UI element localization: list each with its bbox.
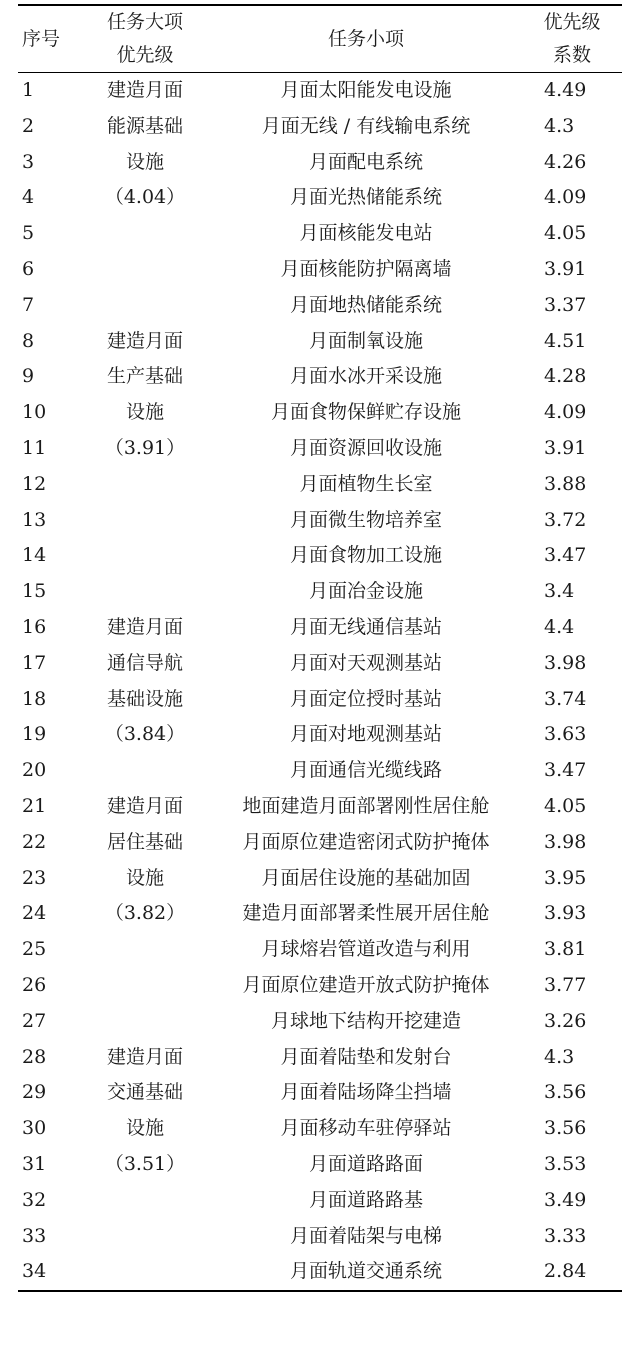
row-task: 月面水冰开采设施: [289, 365, 442, 388]
row-priority: 3.95: [544, 866, 587, 889]
row-priority: 3.91: [544, 436, 587, 459]
table-row: [18, 73, 622, 109]
header-category: [80, 6, 210, 73]
priority-table: [18, 6, 622, 1290]
row-number: 7: [22, 293, 35, 316]
row-priority: 3.93: [544, 902, 587, 925]
table-row: [18, 288, 622, 324]
table-row: [18, 252, 622, 288]
row-task: 月面配电系统: [308, 150, 423, 173]
priority-table-container: [18, 0, 622, 1292]
table-row: [18, 682, 622, 718]
table-row: [18, 861, 622, 897]
row-task: 月球地下结构开挖建造: [270, 1009, 461, 1032]
table-row: [18, 1254, 622, 1290]
row-priority: 4.28: [544, 365, 587, 388]
row-number: 5: [22, 222, 35, 245]
row-number: 9: [22, 365, 35, 388]
row-category: [80, 1183, 210, 1219]
row-number: 12: [22, 472, 47, 495]
row-task: 月球熔岩管道改造与利用: [261, 938, 471, 961]
table-row: [18, 180, 622, 216]
row-category: [80, 753, 210, 789]
table-row: [18, 359, 622, 395]
row-task: 月面着陆垫和发射台: [280, 1045, 452, 1068]
table-row: [18, 1004, 622, 1040]
row-category: [80, 1254, 210, 1290]
table-row: [18, 646, 622, 682]
row-number: 8: [22, 329, 35, 352]
row-number: 25: [22, 938, 47, 961]
table-row: [18, 431, 622, 467]
row-priority: 3.49: [544, 1188, 587, 1211]
table-row: [18, 1111, 622, 1147]
row-priority: 4.05: [544, 222, 587, 245]
row-number: 28: [22, 1045, 47, 1068]
row-number: 29: [22, 1081, 47, 1104]
row-category: [80, 288, 210, 324]
table-row: [18, 825, 622, 861]
table-row: [18, 968, 622, 1004]
header-number: 序号: [22, 27, 61, 50]
row-priority: 3.88: [544, 472, 587, 495]
row-priority: 3.72: [544, 508, 587, 531]
row-task: 月面地热储能系统: [289, 293, 442, 316]
table-row: [18, 538, 622, 574]
table-row: [18, 216, 622, 252]
table-row: [18, 324, 622, 360]
table-header: [18, 6, 622, 73]
row-task: 月面无线 / 有线输电系统: [261, 114, 471, 137]
row-task: 建造月面部署柔性展开居住舱: [242, 902, 490, 925]
table-row: [18, 574, 622, 610]
row-number: 30: [22, 1117, 47, 1140]
row-category: [80, 538, 210, 574]
row-category: 能源基础: [106, 114, 183, 137]
table-row: [18, 717, 622, 753]
row-number: 10: [22, 401, 47, 424]
table-row: [18, 395, 622, 431]
row-category: [80, 252, 210, 288]
row-task: 月面核能防护隔离墙: [280, 257, 452, 280]
row-number: 24: [22, 902, 47, 925]
table-row: [18, 1075, 622, 1111]
row-task: 月面着陆架与电梯: [289, 1224, 442, 1247]
header-priority: [522, 6, 622, 73]
table-row: [18, 896, 622, 932]
row-priority: 3.56: [544, 1081, 587, 1104]
table-row: [18, 753, 622, 789]
row-category: （3.82）: [104, 902, 186, 925]
row-category: 设施: [125, 401, 164, 424]
row-number: 23: [22, 866, 47, 889]
row-task: 地面建造月面部署刚性居住舱: [242, 794, 490, 817]
row-task: 月面植物生长室: [299, 472, 433, 495]
row-number: 18: [22, 687, 47, 710]
row-category: [80, 467, 210, 503]
table-row: [18, 1147, 622, 1183]
row-priority: 4.49: [544, 79, 587, 101]
row-category: （3.84）: [104, 723, 186, 746]
row-category: [80, 1219, 210, 1255]
row-number: 6: [22, 257, 35, 280]
row-task: 月面光热储能系统: [289, 186, 442, 209]
table-row: [18, 1219, 622, 1255]
table-body: [18, 73, 622, 1291]
table-row: [18, 1040, 622, 1076]
row-task: 月面道路路基: [308, 1188, 423, 1211]
row-priority: 3.98: [544, 830, 587, 853]
table-row: [18, 932, 622, 968]
header-priority-line1: 优先级: [543, 11, 601, 33]
header-row: [18, 6, 622, 73]
row-priority: 3.63: [544, 723, 587, 746]
row-task: 月面原位建造开放式防护掩体: [242, 973, 490, 996]
row-task: 月面资源回收设施: [289, 436, 442, 459]
row-number: 21: [22, 794, 47, 817]
row-category: 设施: [125, 866, 164, 889]
row-task: 月面居住设施的基础加固: [261, 866, 471, 889]
row-priority: 3.47: [544, 544, 587, 567]
row-task: 月面轨道交通系统: [289, 1260, 442, 1283]
table-row: [18, 789, 622, 825]
row-category: （3.91）: [104, 436, 186, 459]
row-task: 月面原位建造密闭式防护掩体: [242, 830, 490, 853]
row-number: 27: [22, 1009, 47, 1032]
table-bottom-rule: [18, 1290, 622, 1292]
row-number: 15: [22, 580, 47, 603]
row-priority: 4.3: [544, 1045, 575, 1068]
row-priority: 3.74: [544, 687, 587, 710]
row-category: [80, 968, 210, 1004]
row-task: 月面食物保鲜贮存设施: [270, 401, 461, 424]
row-number: 16: [22, 615, 47, 638]
row-task: 月面对地观测基站: [289, 723, 442, 746]
row-number: 22: [22, 830, 47, 853]
row-priority: 4.51: [544, 329, 587, 352]
row-category: 交通基础: [106, 1081, 183, 1104]
row-category: 居住基础: [106, 830, 183, 853]
row-task: 月面对天观测基站: [289, 651, 442, 674]
row-number: 19: [22, 723, 47, 746]
row-number: 33: [22, 1224, 47, 1247]
row-number: 2: [22, 114, 35, 137]
row-priority: 2.84: [544, 1260, 587, 1283]
row-number: 11: [22, 436, 47, 459]
header-task: 任务小项: [327, 27, 404, 50]
row-priority: 3.56: [544, 1117, 587, 1140]
row-priority: 3.98: [544, 651, 587, 674]
table-row: [18, 145, 622, 181]
row-priority: 4.3: [544, 114, 575, 137]
row-task: 月面道路路面: [308, 1152, 423, 1175]
row-number: 20: [22, 759, 47, 782]
row-category: 建造月面: [106, 79, 183, 101]
row-task: 月面制氧设施: [308, 329, 423, 352]
row-number: 34: [22, 1260, 47, 1283]
header-priority-line2: 系数: [552, 44, 591, 66]
table-row: [18, 1183, 622, 1219]
row-number: 26: [22, 973, 47, 996]
row-priority: 4.4: [544, 615, 575, 638]
row-category: [80, 216, 210, 252]
row-category: 建造月面: [106, 329, 183, 352]
row-category: [80, 1004, 210, 1040]
row-task: 月面通信光缆线路: [289, 759, 442, 782]
row-priority: 4.05: [544, 794, 587, 817]
row-task: 月面核能发电站: [299, 222, 433, 245]
header-category-line2: 优先级: [116, 44, 174, 66]
row-task: 月面食物加工设施: [289, 544, 442, 567]
row-priority: 3.91: [544, 257, 587, 280]
row-priority: 4.09: [544, 401, 587, 424]
row-task: 月面冶金设施: [308, 580, 423, 603]
row-category: 基础设施: [106, 687, 183, 710]
row-priority: 3.33: [544, 1224, 587, 1247]
header-category-line1: 任务大项: [106, 11, 183, 33]
row-category: 建造月面: [106, 615, 183, 638]
row-category: 建造月面: [106, 1045, 183, 1068]
row-category: （3.51）: [104, 1152, 186, 1175]
row-task: 月面太阳能发电设施: [280, 79, 452, 101]
row-priority: 3.77: [544, 973, 587, 996]
row-task: 月面着陆场降尘挡墙: [280, 1081, 452, 1104]
row-number: 17: [22, 651, 47, 674]
row-task: 月面无线通信基站: [289, 615, 442, 638]
row-number: 3: [22, 150, 35, 173]
row-category: 建造月面: [106, 794, 183, 817]
row-priority: 4.09: [544, 186, 587, 209]
row-priority: 3.47: [544, 759, 587, 782]
row-category: [80, 503, 210, 539]
table-row: [18, 503, 622, 539]
row-category: 设施: [125, 150, 164, 173]
row-category: 通信导航: [106, 651, 183, 674]
row-number: 13: [22, 508, 47, 531]
row-category: [80, 574, 210, 610]
row-priority: 3.53: [544, 1152, 587, 1175]
row-number: 32: [22, 1188, 47, 1211]
row-number: 14: [22, 544, 47, 567]
table-row: [18, 610, 622, 646]
row-number: 31: [22, 1152, 47, 1175]
row-number: 4: [22, 186, 35, 209]
row-priority: 4.26: [544, 150, 587, 173]
row-category: （4.04）: [104, 186, 186, 209]
row-task: 月面微生物培养室: [289, 508, 442, 531]
row-category: [80, 932, 210, 968]
row-category: 生产基础: [106, 365, 183, 388]
row-number: 1: [22, 79, 35, 101]
row-task: 月面移动车驻停驿站: [280, 1117, 452, 1140]
row-priority: 3.81: [544, 938, 587, 961]
row-priority: 3.4: [544, 580, 575, 603]
row-priority: 3.26: [544, 1009, 587, 1032]
row-task: 月面定位授时基站: [289, 687, 442, 710]
row-category: 设施: [125, 1117, 164, 1140]
row-priority: 3.37: [544, 293, 587, 316]
table-row: [18, 109, 622, 145]
table-row: [18, 467, 622, 503]
